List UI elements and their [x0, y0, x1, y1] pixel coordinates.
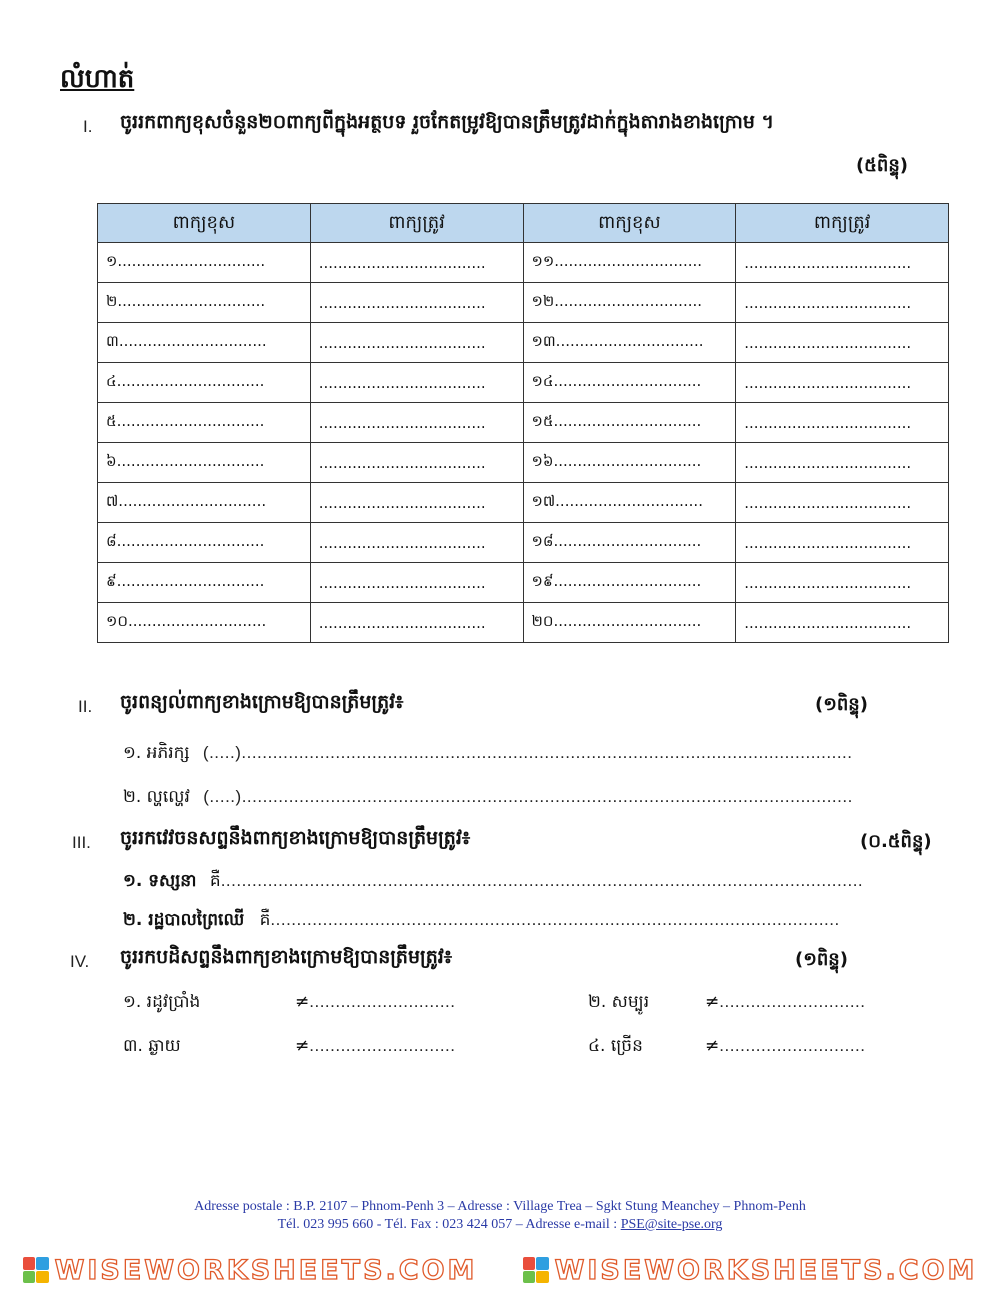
section-1-points: (៥ពិន្ទុ)	[855, 155, 908, 176]
section-3-number: III.	[72, 833, 91, 852]
answer-line[interactable]: ............................	[309, 1036, 456, 1055]
watermark-text: WISEWORKSHEETS.COM	[54, 1254, 478, 1286]
wrong-word-cell[interactable]: ៨...............................	[98, 523, 311, 563]
item-label: ១. អភិរក្ស	[123, 743, 190, 763]
item-equals: គឺ	[259, 910, 271, 930]
watermark-group	[523, 1255, 978, 1286]
table-row	[98, 403, 949, 443]
wrong-word-cell[interactable]: ១...............................	[98, 243, 311, 283]
answer-line[interactable]: ............................	[719, 992, 866, 1011]
table-row	[98, 363, 949, 403]
wrong-word-cell[interactable]: ៦...............................	[98, 443, 311, 483]
wrong-word-cell[interactable]: ១១...............................	[523, 243, 736, 283]
answer-line[interactable]: ............................	[719, 1036, 866, 1055]
correct-word-cell[interactable]: ...................................	[310, 243, 523, 283]
item-hint: (.....)	[203, 787, 242, 806]
section-4-item-4-label: ៤. ច្រើន	[588, 1036, 643, 1056]
item-label: ២. រដ្ឋបាលព្រៃឈើ	[123, 910, 245, 930]
not-equal-sign: ≠	[295, 992, 310, 1012]
section-4-item-3-label: ៣. ឆ្ងាយ	[123, 1036, 181, 1056]
correct-word-cell[interactable]: ...................................	[310, 523, 523, 563]
wrong-word-cell[interactable]: ២...............................	[98, 283, 311, 323]
footer-address: Adresse postale : B.P. 2107 – Phnom-Penh 3 – Adresse : Village Trea – Sgkt Stung Meanchey – Phnom-Penh	[194, 1199, 806, 1214]
answer-line[interactable]: ...........................................................................................................................	[220, 871, 864, 890]
watermark-banner	[0, 1252, 1000, 1288]
answer-line[interactable]: .....................................................................................................................	[241, 743, 853, 762]
table-row	[98, 483, 949, 523]
section-4-item-2-answer	[705, 992, 866, 1012]
table-row	[98, 243, 949, 283]
table-header-row	[98, 204, 949, 243]
item-label: ១. ទស្សនា	[123, 871, 197, 891]
section-3-instruction: ចូររកវេវចនសព្ទនឹងពាក្យខាងក្រោមឱ្យបានត្រឹមត្រូវ៖	[120, 827, 471, 849]
header-correct-word-2: ពាក្យត្រូវ	[736, 204, 949, 243]
wrong-word-cell[interactable]: ៧...............................	[98, 483, 311, 523]
correct-word-cell[interactable]: ...................................	[310, 443, 523, 483]
wrong-word-cell[interactable]: ៣...............................	[98, 323, 311, 363]
correct-word-cell[interactable]: ...................................	[736, 323, 949, 363]
section-2-item-2	[123, 786, 853, 811]
footer-email-link[interactable]: PSE@site-pse.org	[620, 1217, 723, 1232]
watermark-text: WISEWORKSHEETS.COM	[554, 1254, 978, 1286]
correct-word-cell[interactable]: ...................................	[310, 563, 523, 603]
header-correct-word-1: ពាក្យត្រូវ	[310, 204, 523, 243]
table-row	[98, 443, 949, 483]
not-equal-sign: ≠	[705, 1036, 720, 1056]
wrong-word-cell[interactable]: ៥...............................	[98, 403, 311, 443]
table-row	[98, 523, 949, 563]
correct-word-cell[interactable]: ...................................	[736, 363, 949, 403]
item-hint: (.....)	[202, 743, 242, 762]
correct-word-cell[interactable]: ...................................	[736, 563, 949, 603]
correct-word-cell[interactable]: ...................................	[736, 403, 949, 443]
header-wrong-word-1: ពាក្យខុស	[98, 204, 311, 243]
wrong-word-cell[interactable]: ១៣...............................	[523, 323, 736, 363]
item-label: ២. ល្ហល្ហេវ	[123, 787, 190, 807]
wrong-word-cell[interactable]: ៩...............................	[98, 563, 311, 603]
section-3-item-1	[123, 870, 863, 895]
correct-word-cell[interactable]: ...................................	[310, 483, 523, 523]
wrong-word-cell[interactable]: ១៤...............................	[523, 363, 736, 403]
correct-word-cell[interactable]: ...................................	[310, 323, 523, 363]
section-4-item-4-answer	[705, 1036, 866, 1056]
wrong-word-cell[interactable]: ១០.............................	[98, 603, 311, 643]
watermark-group	[23, 1255, 478, 1286]
item-equals: គឺ	[209, 871, 221, 891]
section-2-instruction: ចូរពន្យល់ពាក្យខាងក្រោមឱ្យបានត្រឹមត្រូវ៖	[120, 691, 404, 713]
section-2-item-1	[123, 742, 852, 767]
correct-word-cell[interactable]: ...................................	[310, 403, 523, 443]
footer-contact	[0, 1217, 1000, 1233]
section-2-points: (១ពិន្ទុ)	[815, 694, 868, 715]
table-row	[98, 563, 949, 603]
section-1-number: I.	[83, 117, 93, 136]
correct-word-cell[interactable]: ...................................	[310, 363, 523, 403]
correct-word-cell[interactable]: ...................................	[736, 243, 949, 283]
footer-phone: Tél. 023 995 660 - Tél. Fax : 023 424 057 – Adresse e-mail :	[277, 1217, 621, 1232]
correct-word-cell[interactable]: ...................................	[310, 283, 523, 323]
wrong-word-cell[interactable]: ១៧...............................	[523, 483, 736, 523]
not-equal-sign: ≠	[295, 1036, 310, 1056]
section-2-number: II.	[78, 697, 93, 716]
table-row	[98, 323, 949, 363]
section-4-points: (១ពិន្ទុ)	[795, 949, 848, 970]
section-4-number: IV.	[70, 952, 90, 971]
answer-line[interactable]: .....................................................................................................................	[241, 787, 853, 806]
section-4-item-2-label: ២. សម្បូរ	[588, 992, 650, 1012]
correct-word-cell[interactable]: ...................................	[310, 603, 523, 643]
correct-word-cell[interactable]: ...................................	[736, 443, 949, 483]
page-title: លំហាត់	[60, 64, 135, 94]
wrong-word-cell[interactable]: ៤...............................	[98, 363, 311, 403]
not-equal-sign: ≠	[705, 992, 720, 1012]
section-4-item-1-answer	[295, 992, 456, 1012]
correct-word-cell[interactable]: ...................................	[736, 523, 949, 563]
table-row	[98, 603, 949, 643]
table-row	[98, 283, 949, 323]
section-1-instruction: ចូររកពាក្យខុសចំនួន២០ពាក្យពីក្នុងអត្ថបទ រួចកែតម្រូវឱ្យបានត្រឹមត្រូវដាក់ក្នុងតារាងខាងក្រោម ។	[120, 111, 775, 133]
section-4-item-3-answer	[295, 1036, 456, 1056]
section-4-item-1-label: ១. រដូវប្រាំង	[123, 992, 201, 1012]
wrong-word-cell[interactable]: ២០...............................	[523, 603, 736, 643]
watermark-logo-icon	[523, 1257, 549, 1283]
correct-word-cell[interactable]: ...................................	[736, 603, 949, 643]
word-correction-table	[97, 203, 949, 643]
wrong-word-cell[interactable]: ១៦...............................	[523, 443, 736, 483]
header-wrong-word-2: ពាក្យខុស	[523, 204, 736, 243]
correct-word-cell[interactable]: ...................................	[736, 283, 949, 323]
correct-word-cell[interactable]: ...................................	[736, 483, 949, 523]
wrong-word-cell[interactable]: ១២...............................	[523, 283, 736, 323]
section-3-points: (០.៥ពិន្ទុ)	[860, 831, 932, 852]
wrong-word-cell[interactable]: ១៨...............................	[523, 523, 736, 563]
wrong-word-cell[interactable]: ១៥...............................	[523, 403, 736, 443]
wrong-word-cell[interactable]: ១៩...............................	[523, 563, 736, 603]
section-4-instruction: ចូររកបដិសព្ទនឹងពាក្យខាងក្រោមឱ្យបានត្រឹមត្រូវ៖	[120, 946, 453, 968]
answer-line[interactable]: .............................................................................................................	[270, 910, 840, 929]
watermark-logo-icon	[23, 1257, 49, 1283]
answer-line[interactable]: ............................	[309, 992, 456, 1011]
section-3-item-2	[123, 909, 840, 934]
